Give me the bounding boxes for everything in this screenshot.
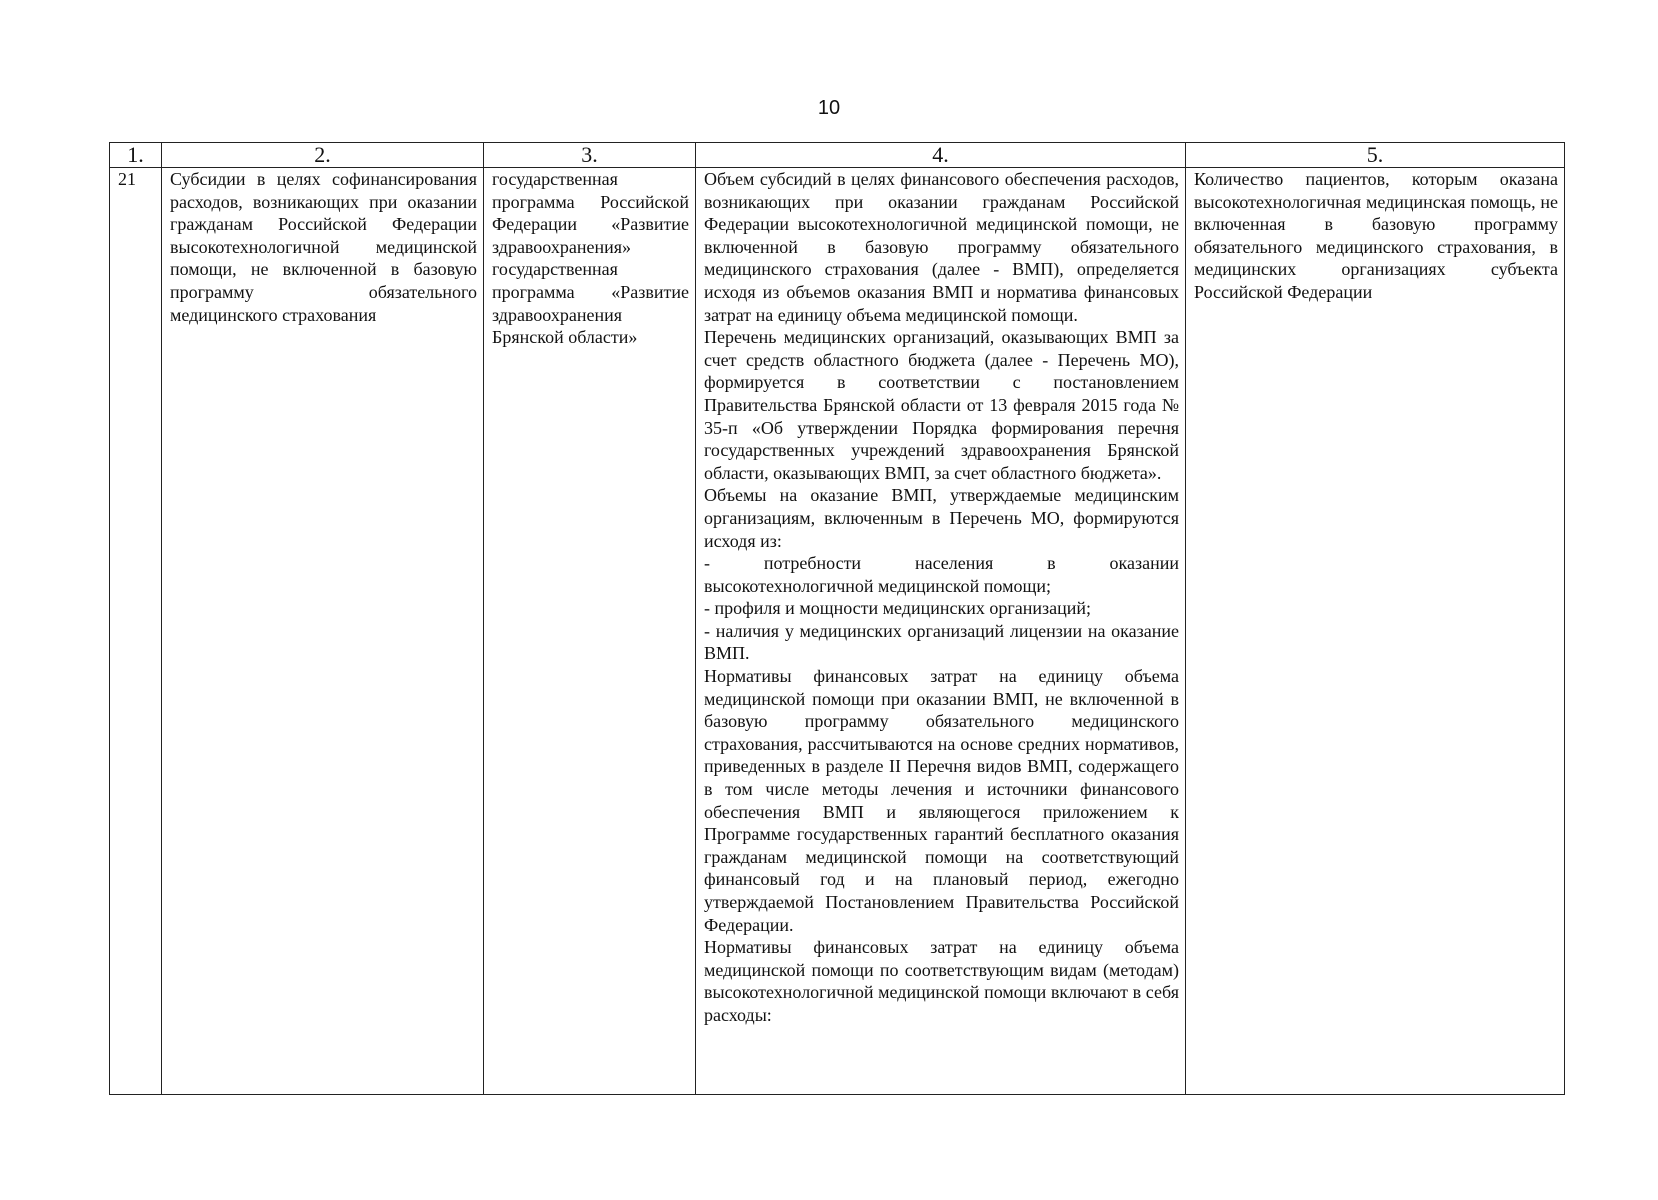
row-number-cell: 21 bbox=[110, 168, 162, 1095]
program-cell bbox=[484, 168, 696, 1095]
method-paragraph: Нормативы финансовых затрат на единицу объема медицинской помощи по соответствующим видам (методам) высокотехнологичной медицинской помощи включают в себя расходы: bbox=[704, 937, 1179, 1025]
method-paragraph: Объем субсидий в целях финансового обеспечения расходов, возникающих при оказании гражданам Российской Федерации высокотехнологичной медицинской помощи, не включенной в базовую программу обязательного медицинского страхования (далее - ВМП), определяется исходя из объемов оказания ВМП и норматива финансовых затрат на единицу объема медицинской помощи. bbox=[704, 169, 1179, 325]
program-text: государственная программа Российской Федерации «Развитие здравоохранения» государственная программа «Развитие здравоохранения Брянской области» bbox=[492, 169, 689, 348]
method-paragraph: Объемы на оказание ВМП, утверждаемые медицинским организациям, включенным в Перечень МО, формируются исходя из: bbox=[704, 485, 1179, 551]
column-header-4: 4. bbox=[696, 143, 1186, 168]
document-table bbox=[109, 142, 1565, 1095]
subsidy-name-cell bbox=[162, 168, 484, 1095]
column-header-3: 3. bbox=[484, 143, 696, 168]
indicator-cell bbox=[1186, 168, 1565, 1095]
table-row bbox=[110, 168, 1565, 1095]
method-list-item: - потребности населения в оказании высокотехнологичной медицинской помощи; bbox=[704, 553, 1184, 596]
page-number: 10 bbox=[817, 97, 841, 119]
indicator-text: Количество пациентов, которым оказана высокотехнологичная медицинская помощь, не включенная в базовую программу обязательного медицинского страхования, в медицинских организациях субъекта Российской Федерации bbox=[1194, 169, 1558, 302]
subsidy-name-text: Субсидии в целях софинансирования расходов, возникающих при оказании гражданам Российской Федерации высокотехнологичной медицинской помощи, не включенной в базовую программу обязательного медицинского страхования bbox=[170, 169, 477, 325]
method-cell bbox=[696, 168, 1186, 1095]
method-paragraph: Перечень медицинских организаций, оказывающих ВМП за счет средств областного бюджета (далее - Перечень МО), формируется в соответствии с постановлением Правительства Брянской области от 13 февраля 2015 года № 35-п «Об утверждении Порядка формирования перечня государственных учреждений здравоохранения Брянской области, оказывающих ВМП, за счет областного бюджета». bbox=[704, 327, 1179, 483]
method-list-item: - наличия у медицинских организаций лицензии на оказание ВМП. bbox=[704, 620, 1179, 664]
column-header-2: 2. bbox=[162, 143, 484, 168]
table-header-row bbox=[110, 143, 1565, 168]
method-paragraph: Нормативы финансовых затрат на единицу объема медицинской помощи при оказании ВМП, не включенной в базовую программу обязательного медицинского страхования, рассчитываются на основе средних нормативов, приведенных в разделе II Перечня видов ВМП, содержащего в том числе методы лечения и источники финансового обеспечения ВМП и являющегося приложением к Программе государственных гарантий бесплатного оказания гражданам медицинской помощи на соответствующий финансовый год и на плановый период, ежегодно утверждаемой Постановлением Правительства Российской Федерации. bbox=[704, 666, 1179, 935]
column-header-1: 1. bbox=[110, 143, 162, 168]
column-header-5: 5. bbox=[1186, 143, 1565, 168]
method-list-item: - профиля и мощности медицинских организаций; bbox=[704, 598, 1091, 619]
